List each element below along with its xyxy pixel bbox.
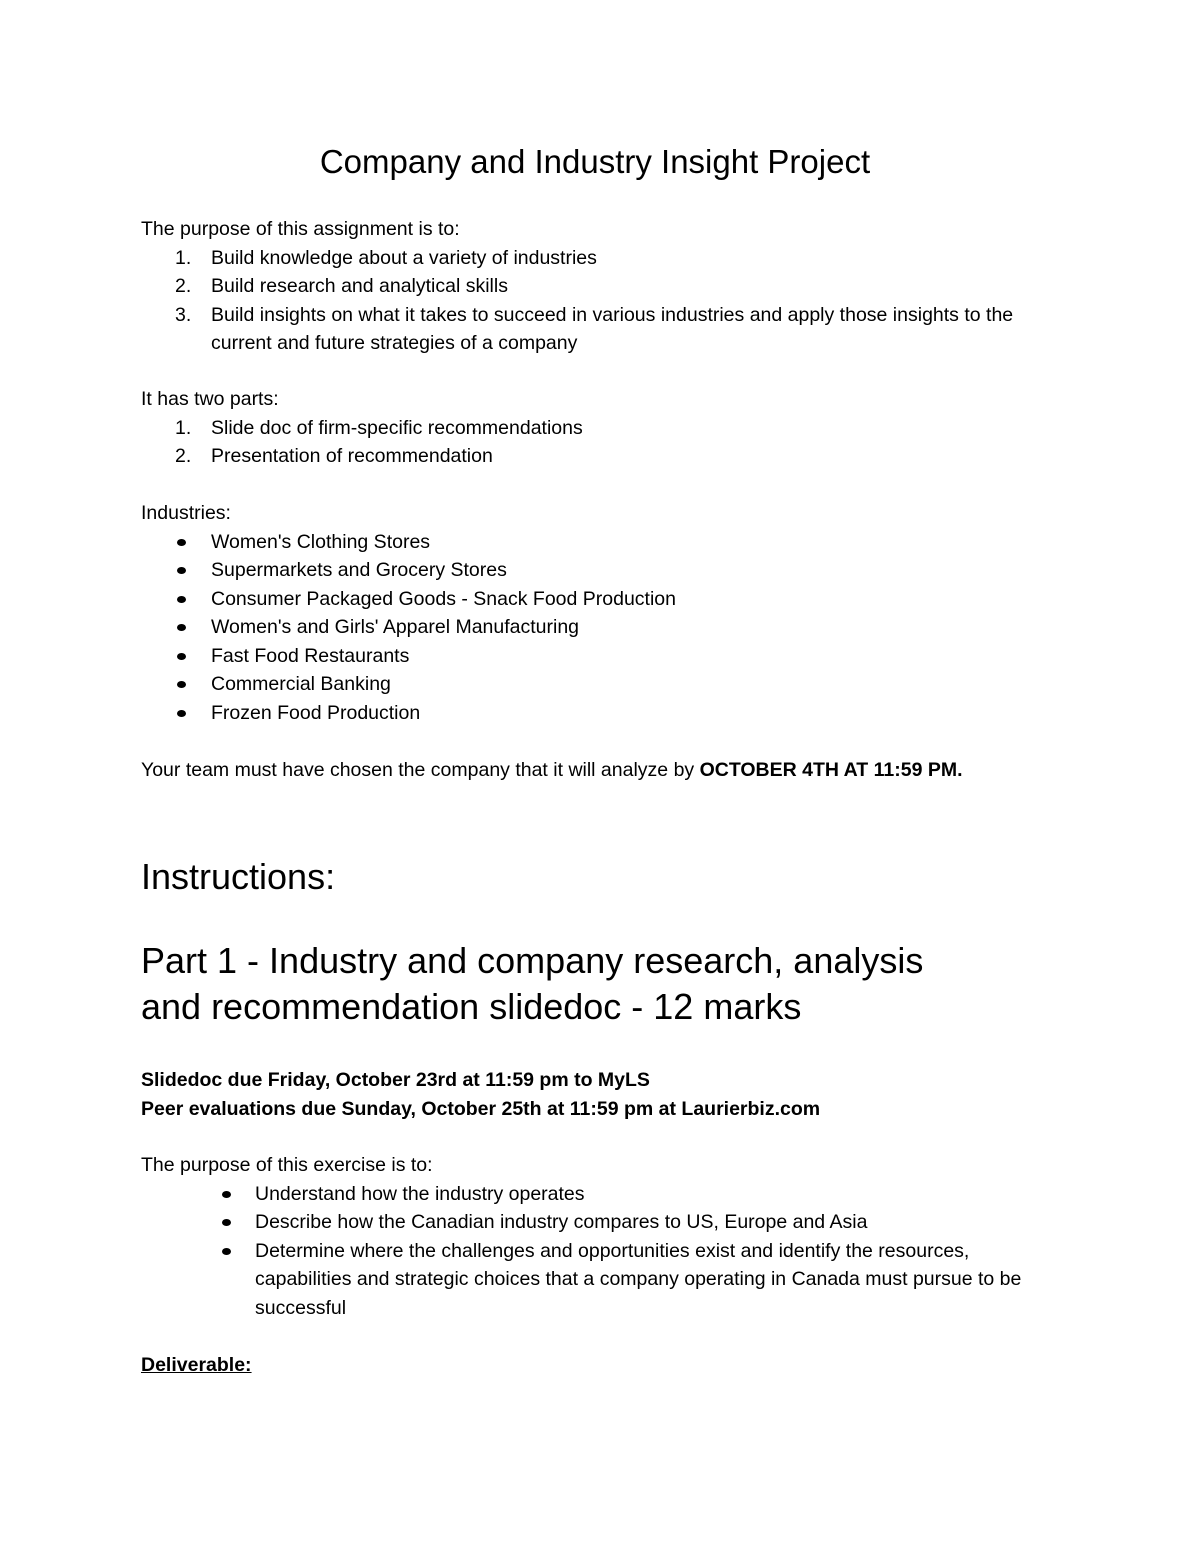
parts-section [141,385,1061,471]
bullet-icon [177,653,186,660]
instructions-heading: Instructions: [141,856,336,897]
list-item-text: Build research and analytical skills [211,275,508,297]
list-item-text: Describe how the Canadian industry compares to US, Europe and Asia [255,1211,868,1233]
part1-heading [141,938,1091,1030]
list-item-text: Fast Food Restaurants [211,644,410,667]
list-item [141,528,1061,557]
part1-heading-line2: and recommendation slidedoc - 12 marks [141,986,802,1027]
list-item-text: Commercial Banking [211,673,391,695]
list-item [141,670,1061,699]
list-item-text: Presentation of recommendation [211,445,493,467]
list-item [141,442,1061,471]
list-item [141,1180,1101,1209]
list-item-text: Supermarkets and Grocery Stores [211,559,507,581]
list-number: 2. [175,445,192,467]
deadline-text: Your team must have chosen the company that it will analyze by [141,759,700,781]
list-item-text: Understand how the industry operates [255,1182,585,1205]
bullet-icon [177,539,186,546]
list-item [141,1208,1101,1237]
deliverable-heading: Deliverable: [141,1354,252,1376]
deliverable-section [141,1351,1061,1380]
industries-intro: Industries: [141,502,231,524]
deadline-date: OCTOBER 4TH AT 11:59 PM. [699,759,963,781]
purpose-intro: The purpose of this assignment is to: [141,218,460,240]
exercise-purpose-list [141,1180,1101,1323]
list-item [141,1237,1055,1323]
list-item [141,244,1061,273]
part1-heading-line1: Part 1 - Industry and company research, analysis [141,940,924,981]
bullet-icon [222,1248,231,1255]
list-item [141,699,1061,728]
purpose-section [141,215,1061,358]
due-dates [141,1066,1101,1123]
list-item-text: Women's Clothing Stores [211,530,431,553]
list-item-text: Consumer Packaged Goods - Snack Food Production [211,587,677,610]
bullet-icon [222,1191,231,1198]
list-item [141,642,1061,671]
list-item [141,301,1051,358]
purpose-list [141,244,1061,358]
list-item [141,613,1061,642]
list-item-text: Slide doc of firm-specific recommendations [211,416,583,439]
list-item-text: Build knowledge about a variety of industries [211,246,597,269]
exercise-purpose-intro: The purpose of this exercise is to: [141,1154,433,1176]
list-item [141,556,1061,585]
list-item [141,272,1061,301]
industries-list [141,528,1061,728]
bullet-icon [177,710,186,717]
list-item-text: Women's and Girls' Apparel Manufacturing [211,616,580,638]
deadline-paragraph [141,756,1101,785]
exercise-purpose-section [141,1151,1101,1322]
industries-section [141,499,1061,727]
bullet-icon [177,567,186,574]
list-number: 2. [175,275,192,297]
document-title: Company and Industry Insight Project [319,143,871,180]
parts-list [141,414,1061,471]
list-number: 1. [175,416,192,439]
list-item [141,585,1061,614]
peer-evaluations-due: Peer evaluations due Sunday, October 25th at 11:59 pm at Laurierbiz.com [141,1097,821,1120]
list-item [141,414,1061,443]
bullet-icon [177,681,186,688]
bullet-icon [177,596,186,603]
parts-intro: It has two parts: [141,388,279,410]
bullet-icon [177,624,186,631]
list-number: 1. [175,246,192,269]
bullet-icon [222,1219,231,1226]
list-item-text: Determine where the challenges and opportunities exist and identify the resources, capabilities and strategic choices that a company operating in Canada must pursue to be successful [255,1239,1022,1319]
list-number: 3. [175,303,192,326]
list-item-text: Build insights on what it takes to succeed in various industries and apply those insights to the current and future strategies of a company [211,303,1014,354]
slidedoc-due: Slidedoc due Friday, October 23rd at 11:59 pm to MyLS [141,1069,650,1091]
list-item-text: Frozen Food Production [211,701,421,724]
